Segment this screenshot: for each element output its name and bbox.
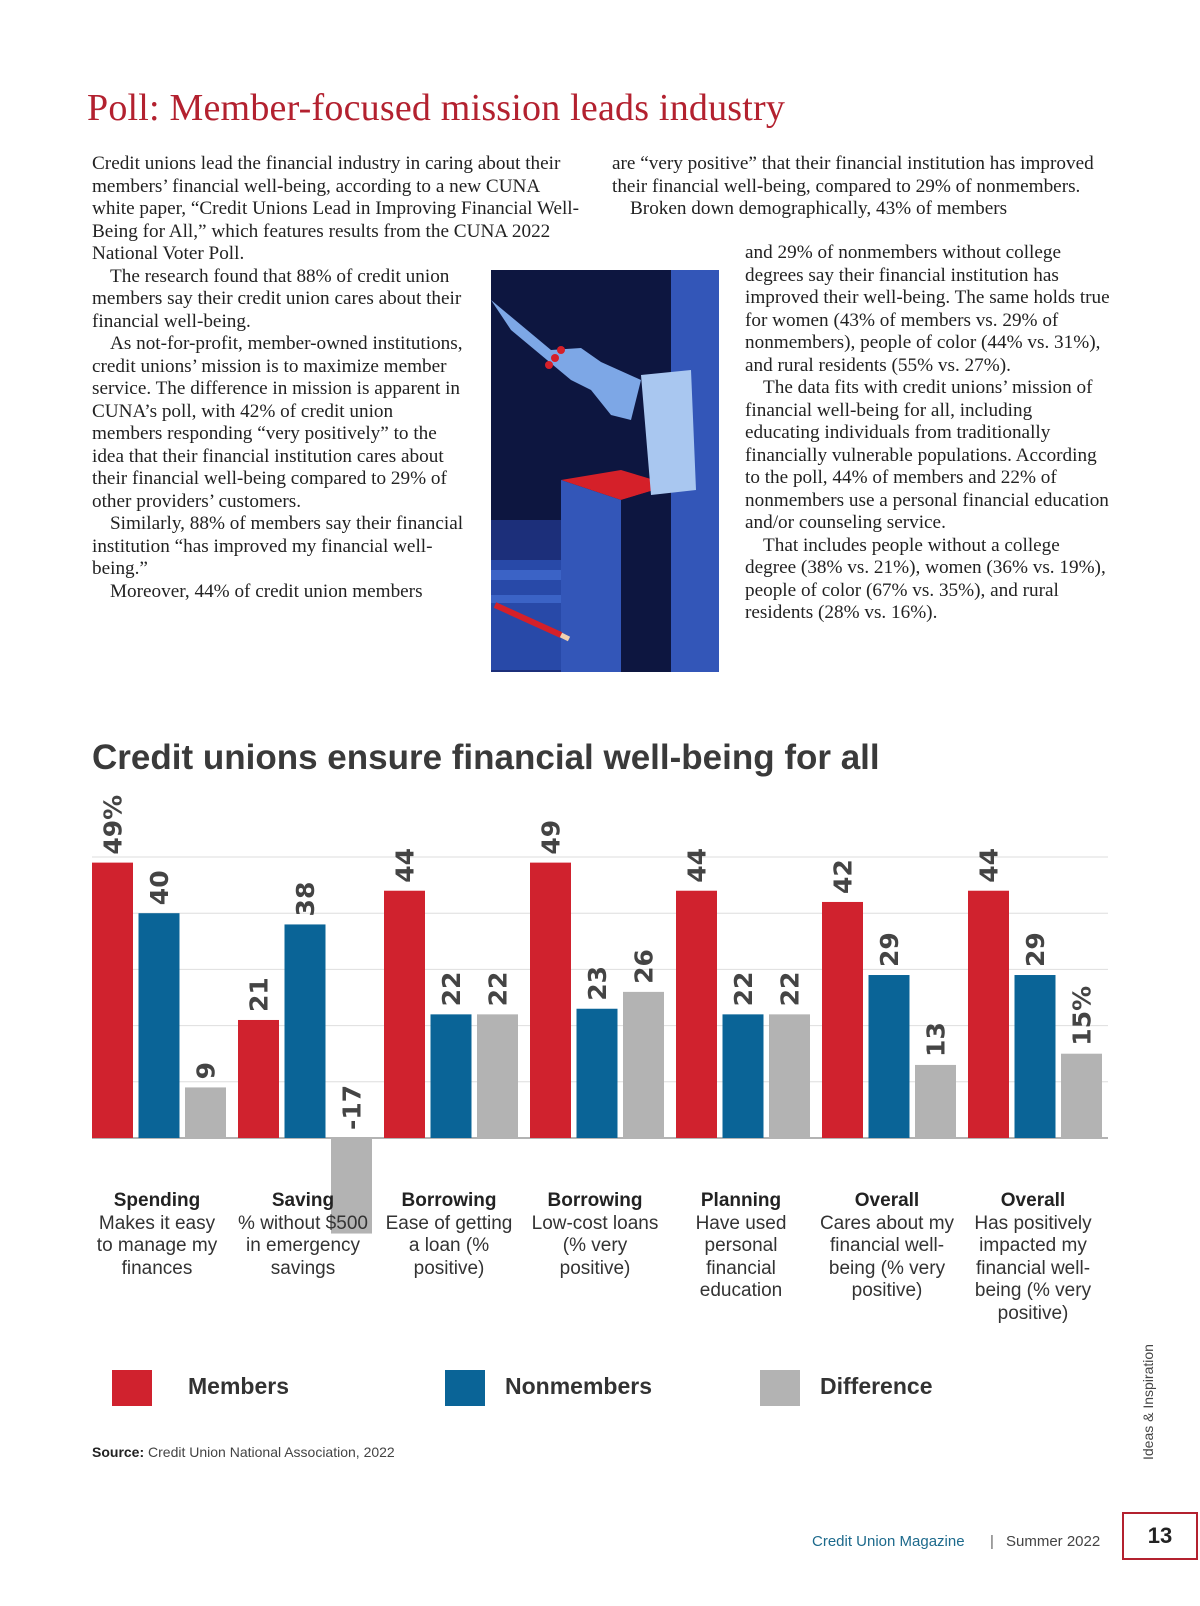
data-label: 38: [291, 881, 320, 917]
bar-nonmembers-2: [285, 924, 326, 1138]
data-label: 15%: [1067, 985, 1097, 1046]
data-label: 49%: [98, 794, 128, 855]
paragraph: Credit unions lead the financial industry in caring about their members’ financial well-being, according to a new CUNA white paper, “Credit Unions Lead in Improving Financial Well-Being for All,” which features results from the CUNA 2022 National Voter Poll.: [92, 153, 580, 264]
category-heading: Planning: [700, 1190, 782, 1211]
ballot-box-illustration: [491, 270, 719, 672]
paragraph: The research found that 88% of credit union members say their credit union cares about their financial well-being.: [92, 265, 462, 332]
data-label: 49: [536, 819, 566, 855]
data-label: 22: [437, 971, 466, 1007]
data-label: 21: [244, 977, 274, 1012]
chart-source: [92, 1444, 395, 1460]
category-label: [819, 1190, 955, 1303]
category-heading: Borrowing: [401, 1190, 497, 1211]
bar-difference-7: [1061, 1054, 1102, 1138]
source-label: Source:: [92, 1444, 145, 1460]
section-label: Ideas & Inspiration: [1140, 1344, 1156, 1460]
magazine-name: Credit Union Magazine: [812, 1533, 965, 1550]
paragraph: That includes people without a college degree (38% vs. 21%), women (36% vs. 19%), people of color (67% vs. 35%), and rural residents (28% vs. 16%).: [745, 534, 1106, 623]
bar-members-1: [92, 863, 133, 1138]
paragraph: Broken down demographically, 43% of members: [630, 198, 1008, 219]
data-label: 42: [828, 859, 858, 894]
category-heading: Saving: [271, 1190, 335, 1211]
data-label: 44: [682, 847, 712, 883]
data-label: 22: [483, 971, 513, 1007]
data-label: 23: [583, 965, 612, 1001]
category-label: [235, 1190, 371, 1280]
data-label: 22: [775, 971, 805, 1007]
paragraph: and 29% of nonmembers without college degrees say their financial institution has improved their well-being. The same holds true for women (43% of members vs. 29% of nonmembers), people of color (44% vs. 31%), and rural residents (55% vs. 27%).: [745, 242, 1110, 376]
data-label: -17: [337, 1084, 367, 1130]
bar-nonmembers-7: [1015, 975, 1056, 1138]
bar-members-5: [676, 891, 717, 1138]
data-label: 26: [629, 949, 659, 984]
category-description: Makes it easy to manage my finances: [96, 1212, 218, 1279]
bar-members-2: [238, 1020, 279, 1138]
bar-members-3: [384, 891, 425, 1138]
data-label: 22: [729, 971, 758, 1007]
article-column-right: [745, 242, 1110, 625]
legend-swatch: [445, 1370, 485, 1406]
data-label: 44: [974, 847, 1004, 883]
category-description: Cares about my financial well-being (% very positive): [819, 1212, 955, 1301]
bar-nonmembers-3: [431, 1014, 472, 1138]
paragraph: The data fits with credit unions’ mission of financial well-being for all, including educating individuals from traditionally financially vulnerable populations. According to the poll, 44% of members and 22% of nonmembers use a personal financial education and/or counseling service.: [745, 377, 1109, 533]
category-label: [381, 1190, 517, 1280]
paragraph: are “very positive” that their financial institution has improved their financial well-being, compared to 29% of nonmembers.: [612, 153, 1094, 197]
page-number: 13: [1122, 1512, 1198, 1560]
bar-members-6: [822, 902, 863, 1138]
bar-difference-1: [185, 1087, 226, 1138]
category-heading: Overall: [854, 1190, 920, 1211]
category-label: [89, 1190, 225, 1280]
legend-label: Difference: [820, 1373, 933, 1399]
bar-nonmembers-5: [723, 1014, 764, 1138]
data-label: 9: [191, 1062, 221, 1080]
data-label: 29: [1021, 932, 1050, 968]
bar-nonmembers-6: [869, 975, 910, 1138]
category-description: Has positively impacted my financial well-being (% very positive): [974, 1212, 1092, 1324]
data-label: 40: [145, 870, 174, 906]
bar-nonmembers-4: [577, 1009, 618, 1138]
paragraph: As not-for-profit, member-owned institutions, credit unions’ mission is to maximize member service. The difference in mission is apparent in CUNA’s poll, with 42% of credit union members responding “very positively” to the idea that their financial institution cares about their financial well-being compared to 29% of other providers’ customers.: [92, 333, 463, 512]
legend-swatch: [760, 1370, 800, 1406]
category-heading: Spending: [113, 1190, 201, 1211]
category-label: [527, 1190, 663, 1280]
category-heading: Overall: [1000, 1190, 1066, 1211]
article-column-right-top: [612, 153, 1102, 221]
article-headline: Poll: Member-focused mission leads industry: [87, 87, 786, 129]
source-text: Credit Union National Association, 2022: [148, 1444, 395, 1460]
bar-members-7: [968, 891, 1009, 1138]
category-heading: Borrowing: [547, 1190, 643, 1211]
data-label: 44: [390, 847, 420, 883]
paragraph: Moreover, 44% of credit union members: [110, 580, 423, 602]
category-label: [673, 1190, 809, 1303]
category-description: % without $500 in emergency savings: [238, 1212, 368, 1279]
data-label: 29: [875, 932, 904, 968]
bar-members-4: [530, 863, 571, 1138]
category-description: Low-cost loans (% very positive): [531, 1212, 659, 1279]
category-description: Have used personal financial education: [695, 1212, 787, 1301]
legend-label: Nonmembers: [505, 1373, 652, 1399]
bar-difference-6: [915, 1065, 956, 1138]
footer-separator: |: [990, 1533, 994, 1550]
bar-difference-5: [769, 1014, 810, 1138]
category-label: [965, 1190, 1101, 1325]
bar-difference-3: [477, 1014, 518, 1138]
category-description: Ease of getting a loan (% positive): [385, 1212, 513, 1279]
bar-nonmembers-1: [139, 913, 180, 1138]
data-label: 13: [921, 1022, 951, 1057]
issue-date: Summer 2022: [1006, 1533, 1101, 1550]
paragraph: Similarly, 88% of members say their financial institution “has improved my financial well-being.”: [92, 513, 464, 579]
bar-difference-4: [623, 992, 664, 1138]
chart-title: Credit unions ensure financial well-being for all: [92, 738, 880, 777]
legend-swatch: [112, 1370, 152, 1406]
legend-label: Members: [188, 1373, 289, 1399]
